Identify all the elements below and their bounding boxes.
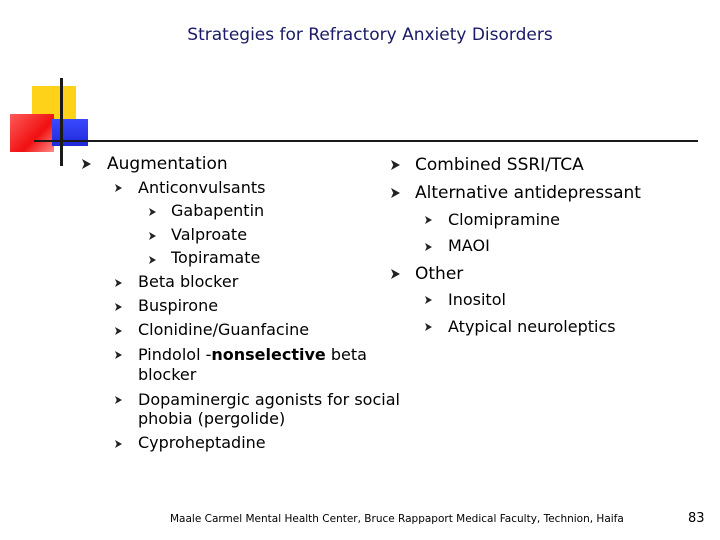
pindolol-prefix: Pindolol - <box>138 345 212 364</box>
bullet-topiramate: Topiramate <box>171 248 261 267</box>
decor-red-block <box>10 114 54 152</box>
bullet-beta-blocker: Beta blocker <box>138 272 239 291</box>
bullet-other: Other <box>415 264 464 284</box>
bullet-alternative-antidepressant: Alternative antidepressant <box>415 183 641 203</box>
bullet-arrow-icon <box>115 351 122 359</box>
bullet-maoi: MAOI <box>448 236 490 255</box>
decor-vertical-line <box>60 78 63 166</box>
bullet-arrow-icon <box>425 296 432 304</box>
bullet-gabapentin: Gabapentin <box>171 201 265 220</box>
bullet-arrow-icon <box>425 216 432 224</box>
bullet-arrow-icon <box>425 243 432 251</box>
pindolol-suffix: beta <box>325 345 367 364</box>
bullet-dopaminergic-continued: phobia (pergolide) <box>138 409 286 428</box>
slide-title: Strategies for Refractory Anxiety Disorders <box>187 25 553 45</box>
bullet-arrow-icon <box>115 327 122 335</box>
bullet-atypical-neuroleptics: Atypical neuroleptics <box>448 317 616 336</box>
bullet-pindolol <box>138 345 367 365</box>
bullet-combined-ssri-tca: Combined SSRI/TCA <box>415 155 584 175</box>
decor-horizontal-line <box>34 140 698 142</box>
bullet-arrow-icon <box>82 159 91 169</box>
bullet-inositol: Inositol <box>448 290 506 309</box>
bullet-arrow-icon <box>391 160 400 170</box>
bullet-cyproheptadine: Cyproheptadine <box>138 433 266 452</box>
bullet-pindolol-continued: blocker <box>138 365 197 384</box>
bullet-augmentation: Augmentation <box>107 154 228 174</box>
bullet-arrow-icon <box>115 303 122 311</box>
bullet-buspirone: Buspirone <box>138 296 219 315</box>
bullet-valproate: Valproate <box>171 225 248 244</box>
bullet-clomipramine: Clomipramine <box>448 210 560 229</box>
bullet-dopaminergic: Dopaminergic agonists for social <box>138 390 400 409</box>
bullet-arrow-icon <box>391 188 400 198</box>
pindolol-emphasis: nonselective <box>211 345 326 364</box>
bullet-arrow-icon <box>115 279 122 287</box>
slide-footer: Maale Carmel Mental Health Center, Bruce Rappaport Medical Faculty, Technion, Haifa <box>170 513 624 525</box>
bullet-clonidine: Clonidine/Guanfacine <box>138 320 310 339</box>
page-number: 83 <box>688 511 705 526</box>
bullet-arrow-icon <box>425 323 432 331</box>
bullet-arrow-icon <box>149 256 156 264</box>
bullet-arrow-icon <box>391 269 400 279</box>
bullet-arrow-icon <box>115 440 122 448</box>
bullet-arrow-icon <box>149 208 156 216</box>
bullet-arrow-icon <box>115 184 122 192</box>
bullet-anticonvulsants: Anticonvulsants <box>138 178 266 197</box>
bullet-arrow-icon <box>115 396 122 404</box>
bullet-arrow-icon <box>149 232 156 240</box>
